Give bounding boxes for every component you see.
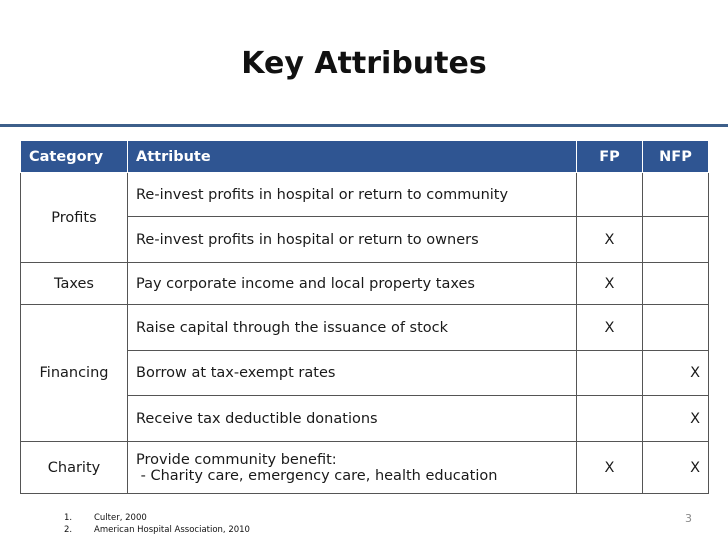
footnote xyxy=(64,524,250,536)
nfp-cell xyxy=(643,305,709,351)
footnotes xyxy=(64,512,250,536)
fp-cell: X xyxy=(577,217,643,263)
footnote-text: American Hospital Association, 2010 xyxy=(94,525,250,535)
category-charity: Charity xyxy=(21,442,128,494)
attribute-cell: Pay corporate income and local property taxes xyxy=(128,263,577,305)
fp-cell: X xyxy=(577,442,643,494)
nfp-cell xyxy=(643,263,709,305)
title-divider xyxy=(0,124,728,127)
attributes-table xyxy=(20,140,709,494)
table-row xyxy=(21,442,709,494)
fp-cell: X xyxy=(577,263,643,305)
page-number: 3 xyxy=(685,512,692,525)
category-taxes: Taxes xyxy=(21,263,128,305)
attribute-cell: Re-invest profits in hospital or return to owners xyxy=(128,217,577,263)
footnote-number: 1. xyxy=(64,513,73,523)
footnote-text: Culter, 2000 xyxy=(94,513,147,523)
attribute-cell: Re-invest profits in hospital or return to community xyxy=(128,173,577,217)
fp-cell xyxy=(577,351,643,396)
table-row xyxy=(21,305,709,351)
category-financing: Financing xyxy=(21,305,128,442)
fp-cell xyxy=(577,396,643,442)
attribute-line-2: - Charity care, emergency care, health education xyxy=(136,467,498,484)
table-header-row xyxy=(21,141,709,173)
header-category: Category xyxy=(21,141,128,173)
table-row xyxy=(21,173,709,217)
header-nfp: NFP xyxy=(643,141,709,173)
header-fp: FP xyxy=(577,141,643,173)
header-attribute: Attribute xyxy=(128,141,577,173)
attribute-cell: Raise capital through the issuance of stock xyxy=(128,305,577,351)
nfp-cell xyxy=(643,217,709,263)
footnote xyxy=(64,512,250,524)
attribute-cell: Receive tax deductible donations xyxy=(128,396,577,442)
attribute-cell: Borrow at tax-exempt rates xyxy=(128,351,577,396)
attribute-line-1: Provide community benefit: xyxy=(136,451,337,468)
nfp-cell: X xyxy=(643,442,709,494)
nfp-cell xyxy=(643,173,709,217)
fp-cell xyxy=(577,173,643,217)
table-row xyxy=(21,263,709,305)
fp-cell: X xyxy=(577,305,643,351)
category-profits: Profits xyxy=(21,173,128,263)
nfp-cell: X xyxy=(643,396,709,442)
nfp-cell: X xyxy=(643,351,709,396)
slide-title: Key Attributes xyxy=(241,46,487,81)
attribute-cell xyxy=(128,442,577,494)
footnote-number: 2. xyxy=(64,525,73,535)
